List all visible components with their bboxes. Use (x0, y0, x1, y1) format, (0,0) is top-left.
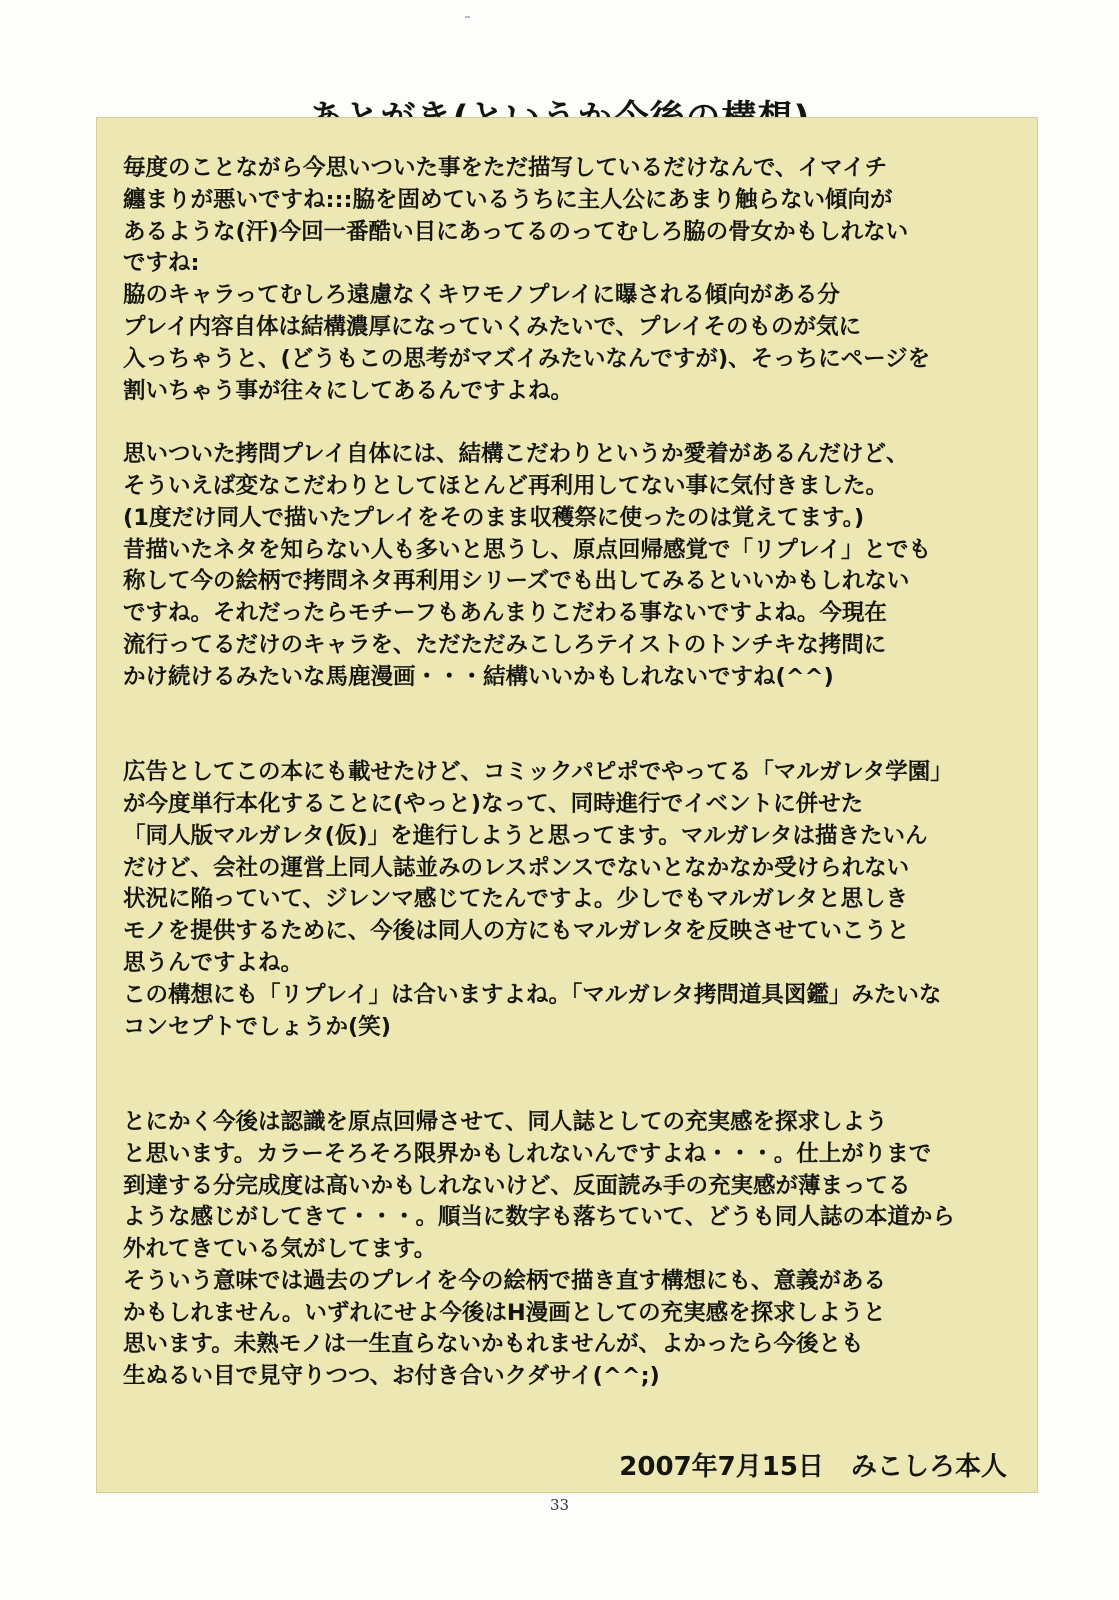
paragraph-gap (123, 1043, 1023, 1107)
text-line: と思います。カラーそろそろ限界かもしれないんですよね・・・。仕上がりまで (123, 1140, 932, 1167)
paragraph-gap (123, 694, 1023, 758)
text-line: そういえば変なこだわりとしてほとんど再利用してない事に気付きました。 (123, 472, 889, 499)
text-line: ですね。それだったらモチーフもあんまりこだわる事ないですよね。今現在 (123, 600, 887, 627)
text-line: ですね: (123, 250, 200, 277)
text-line: この構想にも「リプレイ」は合いますよね。「マルガレタ拷問道具図鑑」みたいな (123, 981, 942, 1008)
text-line: コンセプトでしょうか(笑) (123, 1013, 392, 1040)
text-line: そういう意味では過去のプレイを今の絵柄で描き直す構想にも、意義がある (123, 1267, 886, 1294)
text-line: 昔描いたネタを知らない人も多いと思うし、原点回帰感覚で「リプレイ」とでも (123, 536, 931, 563)
page-number: 33 (549, 1496, 570, 1514)
signature: 2007年7月15日 みこしろ本人 (619, 1452, 1007, 1482)
text-line: モノを提供するために、今後は同人の方にもマルガレタを反映させていこうと (123, 918, 910, 945)
afterword-body (123, 153, 1023, 1393)
paragraph-gap (123, 407, 1023, 439)
text-line: が今度単行本化することに(やっと)なって、同時進行でイベントに併せた (123, 790, 864, 817)
text-line: 割いちゃう事が往々にしてあるんですよね。 (123, 377, 574, 404)
text-line: とにかく今後は認識を原点回帰させて、同人誌としての充実感を探求しよう (123, 1108, 888, 1135)
text-line: 脇のキャラってむしろ遠慮なくキワモノプレイに曝される傾向がある分 (123, 282, 840, 309)
scan-speck (465, 16, 470, 18)
text-line: 状況に陥っていて、ジレンマ感じてたんですよ。少しでもマルガレタと思しき (123, 886, 909, 913)
text-line: 広告としてこの本にも載せたけど、コミックパピポでやってる「マルガレタ学園」 (123, 759, 953, 786)
text-line: プレイ内容自体は結構濃厚になっていくみたいで、プレイそのものが気に (123, 313, 862, 340)
text-line: ような感じがしてきて・・・。順当に数字も落ちていて、どうも同人誌の本道から (123, 1204, 955, 1231)
text-line: 思います。未熟モノは一生直らないかもれませんが、よかったら今後とも (123, 1331, 864, 1358)
paragraph-4 (123, 1107, 1023, 1393)
text-line: だけど、会社の運営上同人誌並みのレスポンスでないとなかなか受けられない (123, 854, 910, 881)
text-line: かもしれません。いずれにせよ今後はH漫画としての充実感を探求しようと (123, 1299, 886, 1326)
paragraph-3 (123, 757, 1023, 1043)
text-line: 称して今の絵柄で拷問ネタ再利用シリーズでも出してみるといいかもしれない (123, 568, 910, 595)
text-line: 思うんですよね。 (123, 949, 304, 976)
text-line: かけ続けるみたいな馬鹿漫画・・・結構いいかもしれないですね(^^) (123, 663, 834, 690)
text-line: 外れてきている気がしてます。 (123, 1236, 437, 1263)
paragraph-1 (123, 153, 1023, 407)
paragraph-2 (123, 439, 1023, 693)
text-line: 生ぬるい目で見守りつつ、お付き合いクダサイ(^^;) (123, 1363, 660, 1390)
text-line: 「同人版マルガレタ(仮)」を進行しようと思ってます。マルガレタは描きたいん (123, 822, 928, 849)
text-line: 流行ってるだけのキャラを、ただただみこしろテイストのトンチキな拷問に (123, 631, 887, 658)
text-line: 入っちゃうと、(どうもこの思考がマズイみたいなんですが)、そっちにページを (123, 345, 931, 372)
afterword-panel (96, 117, 1038, 1493)
text-line: 到達する分完成度は高いかもしれないけど、反面読み手の充実感が薄まってる (123, 1172, 911, 1199)
text-line: あるような(汗)今回一番酷い目にあってるのってむしろ脇の骨女かもしれない (123, 218, 909, 245)
text-line: 思いついた拷問プレイ自体には、結構こだわりというか愛着があるんだけど、 (123, 441, 909, 468)
text-line: 毎度のことながら今思いついた事をただ描写しているだけなんで、イマイチ (123, 155, 888, 181)
text-line: 纏まりが悪いですね:::脇を固めているうちに主人公にあまり触らない傾向が (123, 186, 893, 213)
text-line: (1度だけ同人で描いたプレイをそのまま収穫祭に使ったのは覚えてます。) (123, 504, 865, 531)
